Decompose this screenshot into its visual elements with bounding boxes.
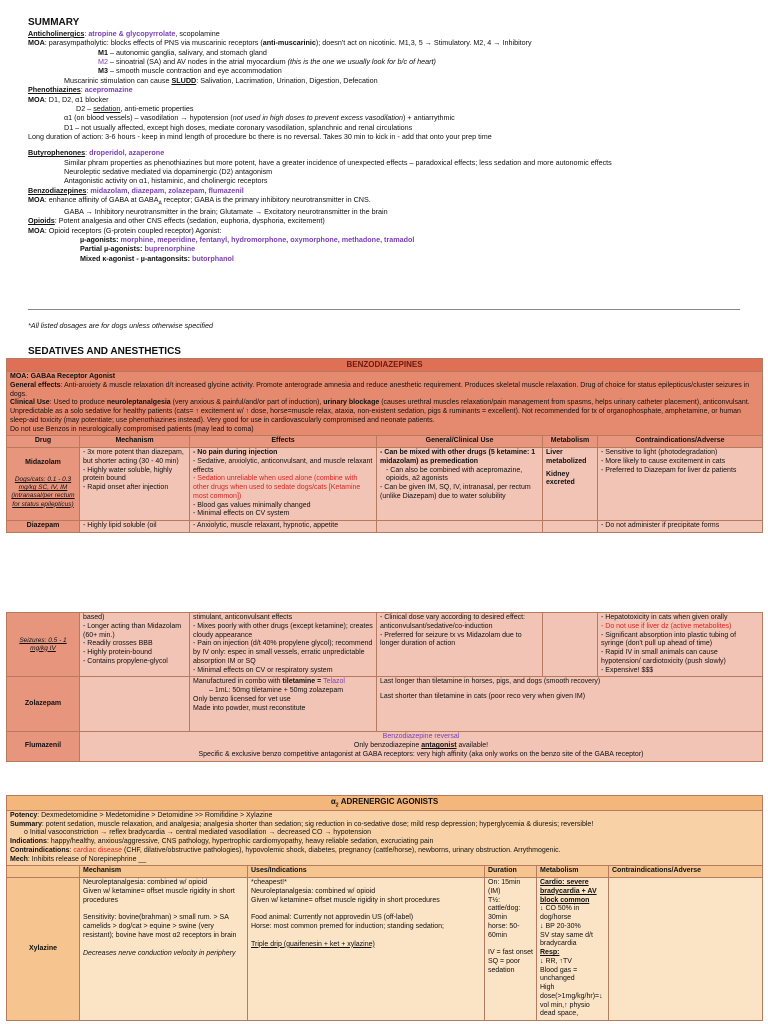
clinical-cell <box>377 677 763 732</box>
d2-pre: D2 – <box>76 103 94 113</box>
clinical-cell <box>377 448 543 521</box>
uses-cell <box>248 878 485 1021</box>
cell-line: - Preferred to Diazepam for liver dz patients <box>601 466 737 474</box>
cell-line: - No pain during injection <box>193 449 278 456</box>
cell-line: SQ = poor sedation <box>488 958 521 974</box>
duration-cell <box>485 878 537 1021</box>
col-header: Effects <box>190 436 377 448</box>
anticholinergics-rest: , scopolamine <box>175 29 220 38</box>
divider <box>28 309 740 310</box>
potency-label: Potency <box>10 811 38 819</box>
flum-bold: antagonist <box>421 742 457 749</box>
cell-line: – 1mL: 50mg tiletamine + 50mg zolazepam <box>209 687 344 694</box>
cell-line: Triple drip (guaifenesin + ket + xylazine) <box>251 940 375 948</box>
cell-line: based) <box>83 614 105 621</box>
spacer <box>83 905 244 914</box>
benzo-table-continued <box>6 612 762 762</box>
spacer <box>488 940 533 949</box>
cell-line: T½: cattle/dog: 30min <box>488 896 521 922</box>
opioids-line <box>28 216 740 225</box>
pheno-drugs: acepromazine <box>84 85 133 95</box>
cell-line: Sensitivity: bovine(brahman) > small rum. > SA camelids > dog/cat > equine > swine (very resistant); bovine have most α2 receptors in brain <box>83 914 237 939</box>
clinical-label: Clinical Use <box>10 399 50 407</box>
cell-line: On: 15min (IM) <box>488 879 521 895</box>
zolazepam-sub: 1mL: 50mg tiletamine + 50mg zolazepam <box>214 687 344 694</box>
table-row <box>7 613 763 677</box>
sludd-label: SLUDD <box>171 75 197 85</box>
cell-line: Cardio: severe bradycardia + AV block common <box>540 879 597 904</box>
benzo-moa-line <box>28 195 740 207</box>
m2-label: M2 <box>98 57 108 67</box>
m2-text: – sinoatrial (SA) and AV nodes in the atrial myocardium <box>108 57 288 67</box>
cell-line: - Significant absorption into plastic tubing of syringe (don't pull up ahead of time) <box>601 631 737 648</box>
opioid-label: Opioids <box>28 216 55 226</box>
mech-line <box>10 856 759 865</box>
drug-name: Midazolam <box>25 459 61 467</box>
butyrophenones-line: Butyrophenones: droperidol, azaperone <box>28 148 165 158</box>
benzo-moa-sub: A <box>158 200 162 207</box>
cell-line: Last longer than tiletamine in horses, pigs, and dogs (smooth recovery) <box>380 678 601 686</box>
cell-line: - Highly water soluble, highly protein bound <box>83 466 173 483</box>
cell-line: Neuroleptanalgesia: combined w/ opioid <box>251 887 376 895</box>
cell-line: - Readily crosses BBB <box>83 640 153 648</box>
d2-sedation: sedation <box>93 103 121 113</box>
cell-line: Last shorter than tiletamine in cats (poor reco very when given IM) <box>380 693 586 700</box>
m1-line <box>28 48 740 57</box>
adverse-cell <box>609 878 763 1021</box>
m2-line <box>28 57 740 66</box>
mixed-line <box>28 254 740 263</box>
clinical-cell <box>377 613 543 677</box>
alpha2-header-row <box>7 866 763 878</box>
adverse-cell: - Do not administer if precipitate forms <box>598 521 763 533</box>
moa-label: MOA <box>28 225 45 235</box>
indications-text: : happy/healthy, anxious/aggressive, CNS pathology, hypertrophic cardiomyopathy, heavy reliable sedation, excruciating pain <box>46 838 434 846</box>
col-header: Mechanism <box>80 866 248 878</box>
table-row <box>7 878 763 1021</box>
cell-line: - Can be given IM, SQ, IV, intranasal, per rectum (unlike Diazepam) due to water solubility <box>380 484 531 500</box>
drug-name: Zolazepam <box>7 677 80 732</box>
col-header: Metabolism <box>537 866 609 878</box>
cell-line: - Sensitive to light (photodegradation) <box>601 449 718 456</box>
a1-rest: ) + antiarrythmic <box>402 113 455 123</box>
cell-line: Made into powder, must reconstitute <box>193 704 306 712</box>
cell-line: - Expensive! $$$ <box>601 666 654 674</box>
cell-line: Benzodiazepine reversal <box>382 733 460 741</box>
clinical-last: Do not use Benzos in neurologically compromised patients (may lead to coma) <box>10 425 254 433</box>
cell-line: - Rapid onset after injection <box>83 484 169 491</box>
moa-label: MOA <box>28 94 45 104</box>
zolazepam-telazol: Telazol <box>323 678 345 686</box>
mechanism-cell <box>80 448 190 521</box>
cell-line: - Do not use if liver dz (active metabolites) <box>601 622 732 630</box>
cell-line: Specific & exclusive benzo competitive antagonist at GABA receptors: very high affinity (aka only works on the benzo site of the GABA receptor) <box>198 750 644 758</box>
alpha-title-rest: ADRENERGIC AGONISTS <box>338 797 439 806</box>
col-header <box>7 866 80 878</box>
cell-line: - Preferred for seizure tx vs Midazolam due to longer duration of action <box>380 631 522 648</box>
effects-cell <box>190 448 377 521</box>
cell-line: - Contains propylene-glycol <box>83 657 168 665</box>
alpha-summary-line <box>10 821 759 830</box>
mech-label: Mech <box>10 855 28 863</box>
cell-line: - Can be mixed with other drugs (5 ketamine: 1 midazolam) as premedication <box>380 449 536 465</box>
flum-pre: Only benzodiazepine <box>353 742 422 749</box>
cell-line: - Sedation unreliable when used alone (combine with other drugs when used to sedate dogs/cats [Ketamine most common]) <box>193 475 361 500</box>
spacer <box>251 905 481 914</box>
cell-line: stimulant, anticonvulsant effects <box>193 614 293 621</box>
cell-line: - Clinical dose vary according to desired effect: anticonvulsant/sedative/co-induction <box>380 614 525 630</box>
contra-line: Contraindications: cardiac disease (CHF, dilative/obstructive pathologies), hypovolemic shock, diabetes, pregnancy (cattle/horse), newborns, urinary obstruction. Arrythmogenic. <box>10 846 561 854</box>
phenothiazines-line: Phenothiazines: acepromazine <box>28 85 133 95</box>
cell-line <box>193 678 373 687</box>
alpha-summary-label: Summary <box>10 820 42 828</box>
cell-line: - Sedative, anxiolytic, anticonvulsant, and muscle relaxant effects <box>193 457 373 474</box>
cell-line: Resp: <box>540 949 560 957</box>
benzo-label: Benzodiazepines <box>28 185 87 195</box>
contra-text: (CHF, dilative/obstructive pathologies), hypovolemic shock, diabetes, pregnancy (cattle/horse), newborns, urinary obstruction. Arrythmogenic. <box>122 846 561 854</box>
mechanism-cell: - Highly lipid soluble (oil <box>80 521 190 533</box>
col-header: Mechanism <box>80 436 190 448</box>
mu-label: µ-agonists: <box>80 235 121 245</box>
m1-label: M1 <box>98 47 108 57</box>
opioid-moa: : Opioid receptors (G-protein coupled receptor) Agonist: <box>44 225 222 235</box>
anticholinergics-label: Anticholinergics <box>28 29 85 38</box>
cell-line: - Blood gas values minimally changed <box>193 501 311 509</box>
butyro-line-2: Neuroleptic sedative mediated via dopaminergic (D2) antagonism <box>64 167 273 177</box>
anti-moa-bold: anti-muscarinic <box>262 38 316 48</box>
cell-line: horse: 50-60min <box>488 922 520 939</box>
adverse-cell <box>598 613 763 677</box>
cell-line: Decreases nerve conduction velocity in periphery <box>83 949 236 957</box>
alpha2-table <box>6 795 762 1021</box>
cell-line: IV = fast onset <box>488 949 533 957</box>
drug-name: Flumazenil <box>7 732 80 761</box>
opioid-text: : Potent analgesia and other CNS effects (sedation, euphoria, dysphoria, excitement) <box>54 216 325 226</box>
clinical-mid: (very anxious & painful/and/or part of induction), <box>170 399 324 407</box>
benzo-header-row <box>7 436 763 448</box>
table-row <box>7 448 763 521</box>
zolazepam-tilet: tiletamine = <box>282 678 324 686</box>
cell-line: Liver metabolized <box>546 449 587 465</box>
indications-label: Indications <box>10 838 47 846</box>
drug-dose: Seizures: 0.5 - 1 mg/kg IV <box>19 636 67 652</box>
cell-line: SV stay same d/t bradycardia <box>540 931 593 948</box>
a1-text: α1 (on blood vessels) – vasodilation → hypotension ( <box>64 113 233 123</box>
anti-moa-line <box>28 38 740 47</box>
cell-line: Horse: most common premed for induction; standing sedation; <box>251 923 444 931</box>
mechanism-cell <box>80 613 190 677</box>
flum-post: available! <box>456 742 489 749</box>
anti-moa-rest: ); doesn't act on nicotinic. M1,3, 5 → Stimulatory. M2, 4 → Inhibitory <box>315 38 532 48</box>
drug-name: Xylazine <box>7 878 80 1021</box>
benzodiazepines-line: Benzodiazepines: midazolam, diazepam, zolazepam, flumazenil <box>28 185 244 195</box>
clinical-neuro: neuroleptanalgesia <box>106 399 171 407</box>
clinical-cell <box>377 521 543 533</box>
sludd-line <box>28 76 740 85</box>
cell-line: - Hepatotoxicity in cats when given orally <box>601 614 728 621</box>
summary-section <box>28 16 740 263</box>
cell-line: *cheapest!* <box>251 879 287 887</box>
drug-name: Diazepam <box>7 521 80 533</box>
mechanism-cell <box>80 878 248 1021</box>
cell-line: Only benzo licensed for vet use <box>193 695 291 703</box>
drug-cell <box>7 448 80 521</box>
cell-line: - Minimal effects on CV system <box>193 510 290 518</box>
drug-dose: Dogs/cats: 0.1 - 0.3 mg/kg SC, IV, IM (intranasal/per rectum for status epilepticus) <box>11 476 75 508</box>
butyro-line-1: Similar phram properties as phenothiazines but more potent, have a greater incidence of unexpected effects – paradoxical effects; less sedation and more autonomic effects <box>64 157 612 167</box>
m3-line <box>28 66 740 75</box>
duration-line: Long duration of action: 3-6 hours - keep in mind length of procedure bc there is no reversal. Takes 30 min to kick in - add that onto your prep time <box>28 131 492 141</box>
butyro-label: Butyrophenones <box>28 148 86 158</box>
indications-line <box>10 838 759 847</box>
table-row <box>7 677 763 732</box>
a1-line <box>28 113 740 122</box>
cell-line: - Longer acting than Midazolam (60+ min.) <box>83 622 182 639</box>
anti-moa: : parasympatholytic: blocks effects of PNS via muscarinic receptors ( <box>44 38 263 48</box>
anticholinergics-drugs: atropine & glycopyrrolate <box>88 29 176 38</box>
mechanism-cell <box>80 677 190 732</box>
a1-note: not used in high doses to prevent excess vasodilation <box>232 113 403 123</box>
cell-line: Kidney excreted <box>546 470 575 487</box>
sludd-text: : Salivation, Lacrimation, Urination, Digestion, Defecation <box>196 75 378 85</box>
m3-label: M3 <box>98 66 108 76</box>
col-header: General/Clinical Use <box>377 436 543 448</box>
potency-line <box>10 812 759 821</box>
alpha-symbol: α <box>330 797 336 806</box>
table-row <box>7 732 763 761</box>
clinical-pre: : Used to produce <box>49 399 107 407</box>
d2-line <box>28 104 740 113</box>
alpha2-title <box>7 796 763 811</box>
clinical-rest: (causes urethral muscles relaxation/pain management from spasms, helps urinary catheter placement), anticonvulsant. Unpredictable as a solo sedative for healthy patients (cats= ↑ excitement w/ ↑ dose, horse=muscle relax, ataxia, non-existent sedation, pigs & ruminants = excellent). Not recommended for tx of organophosphate, amphetamine, or human sleep-aid toxicity (may potentiate; use phenothiazines instead). Very good for use in cardiovascularly compromised and neonate patients. <box>10 399 750 424</box>
benzo-general <box>10 382 759 400</box>
cell-line: - Mixes poorly with other drugs (except ketamine); creates cloudy appearance <box>193 622 373 639</box>
sludd-pre: Muscarinic stimulation can cause <box>64 75 172 85</box>
m2-note: (this is the one we usually look for b/c of heart) <box>287 57 436 67</box>
alpha2-info <box>7 810 763 866</box>
partial-drugs: buprenorphine <box>144 244 196 254</box>
cell-line: Food animal: Currently not approvedin US (off-label) <box>251 914 414 922</box>
clinical-urinary: urinary blockage <box>323 399 380 407</box>
mu-drugs: morphine, meperidine, fentanyl, hydromorphone, oxymorphone, methadone, tramadol <box>120 235 415 245</box>
flumazenil-cell <box>80 732 763 761</box>
spacer <box>83 941 244 950</box>
general-text: : Anti-anxiety & muscle relaxation d/t increased glycine activity. Promote anterograde amnesia and reduce anesthetic requirement. Produces skeletal muscle relaxation. Drug of choice for status epilepticus/cluster seizures in dogs. <box>10 381 750 398</box>
mech-text: : Inhibits release of Norepinephrine __ <box>27 855 147 863</box>
cell-line: High dose(>1mg/kg/hr)=↓ vol min,↑ physio dead space, <box>540 984 603 1018</box>
col-header: Metabolism <box>543 436 598 448</box>
benzo-drugs: midazolam, diazepam, zolazepam, flumazenil <box>90 185 244 195</box>
cell-line: Blood gas = unchanged <box>540 966 578 983</box>
moa-label: MOA <box>28 195 45 205</box>
cell-line: ↓ RR, ↑TV <box>540 957 572 965</box>
adverse-cell <box>598 448 763 521</box>
cell-line: - Pain on injection (d/t 40% propylene glycol); recommend by IV only: espec in small vessels, erratic unpredictable absorption IM or SQ <box>193 640 373 665</box>
cell-line: Neuroleptanalgesia: combined w/ opioid <box>83 879 208 887</box>
cell-line <box>83 742 759 751</box>
contra-label: Contraindications <box>10 846 70 854</box>
col-header: Contraindications/Adverse <box>598 436 763 448</box>
cell-line: Given w/ ketamine= offset muscle rigidity in short procedures <box>83 887 235 904</box>
summary-title: SUMMARY <box>28 17 80 28</box>
benzo-table-title: BENZODIAZEPINES <box>7 359 763 372</box>
dosage-note: *All listed dosages are for dogs unless otherwise specified <box>28 321 213 330</box>
d2-rest: , anti-emetic properties <box>120 103 194 113</box>
opioid-moa-line <box>28 226 740 235</box>
benzo-moa-row: MOA: GABAa Receptor Agonist <box>10 373 116 380</box>
pheno-moa-line <box>28 95 740 104</box>
butyro-line-3: Antagonistic activity on α1, histaminic, and cholinergic receptors <box>64 176 268 186</box>
col-header: Uses/Indications <box>248 866 485 878</box>
metabolism-cell <box>543 613 598 677</box>
general-label: General effects <box>10 381 61 389</box>
cell-line: - Rapid IV in small animals can cause hypotension/ cardiotoxicity (push slowly) <box>601 649 726 665</box>
potency-text: : Dexmedetomidine > Medetomidine > Detomidine >> Romifidine > Xylazine <box>37 811 273 819</box>
effects-cell: - Anxiolytic, muscle relaxant, hypnotic, appetite <box>190 521 377 533</box>
metabolism-cell <box>543 448 598 521</box>
benzo-info <box>7 372 763 436</box>
metabolism-cell <box>537 878 609 1021</box>
contra-red: cardiac disease <box>73 846 123 854</box>
cell-line: ↓ BP 20-30% <box>540 922 581 930</box>
effects-cell <box>190 677 377 732</box>
anticholinergics-line: Anticholinergics: atropine & glycopyrrolate, scopolamine <box>28 29 220 38</box>
pheno-label: Phenothiazines <box>28 85 81 95</box>
zolazepam-pre: Manufactured in combo with <box>193 678 283 686</box>
alpha-summary-text: : potent sedation, muscle relaxation, and analgesia; analgesia shorter than sedation; sig reduction in co-sedative dose; mild resp depression; hyperglycemia & diuresis; reversible! <box>41 820 594 828</box>
cell-line: - More likely to cause excitement in cats <box>601 457 726 465</box>
d1-line: D1 – not usually affected, except high doses, mediate coronary vasodilation, splanchnic and renal circulations <box>64 122 413 132</box>
alpha-summary-sub: o Initial vasoconstriction → reflex bradycardia → central mediated vasodilation → decreased CO → hypotension <box>24 829 372 837</box>
butyro-drugs: droperidol, azaperone <box>89 148 165 158</box>
metabolism-cell <box>543 521 598 533</box>
spacer <box>251 932 481 941</box>
mixed-drugs: butorphanol <box>191 253 234 263</box>
cell-line: - Can also be combined with acepromazine, opioids, a2 agonists <box>386 466 523 483</box>
mu-line <box>28 235 740 244</box>
gaba-line: GABA → Inhibitory neurotransmitter in the brain; Glutamate → Excitatory neurotransmitter in the brain <box>64 207 388 217</box>
cell-line: - Highly protein-bound <box>83 649 152 656</box>
cell-line: Given w/ ketamine= offset muscle rigidity in short procedures <box>251 896 440 904</box>
col-header: Contraindications/Adverse <box>609 866 763 878</box>
benzo-table <box>6 358 762 533</box>
pheno-moa: : D1, D2, α1 blocker <box>44 94 109 104</box>
benzo-clinical <box>10 399 759 425</box>
drug-cell <box>7 613 80 677</box>
benzo-moa: : enhance affinity of GABA at GABA <box>44 195 159 205</box>
sedatives-title: SEDATIVES AND ANESTHETICS <box>28 346 181 357</box>
benzo-moa-rest: receptor; GABA is the primary inhibitory neurotransmitter in CNS. <box>161 195 371 205</box>
table-row <box>7 521 763 533</box>
mixed-label: Mixed κ-agonist - µ-antagonsits: <box>80 253 192 263</box>
alpha-sub: 2 <box>335 802 339 809</box>
cell-line: - 3x more potent than diazepam, but shorter acting (30 - 40 min) <box>83 449 184 465</box>
m3-text: – smooth muscle contraction and eye accommodation <box>108 66 282 76</box>
effects-cell <box>190 613 377 677</box>
moa-label: MOA <box>28 38 45 48</box>
partial-line <box>28 244 740 253</box>
col-header: Duration <box>485 866 537 878</box>
partial-label: Partial µ-agonists: <box>80 244 145 254</box>
cell-line: - Minimal effects on CV or respiratory system <box>193 666 333 674</box>
m1-text: – autonomic ganglia, salivary, and stomach gland <box>108 47 267 57</box>
col-header: Drug <box>7 436 80 448</box>
cell-line: ↓ CO 50% in dog/horse <box>540 905 580 922</box>
